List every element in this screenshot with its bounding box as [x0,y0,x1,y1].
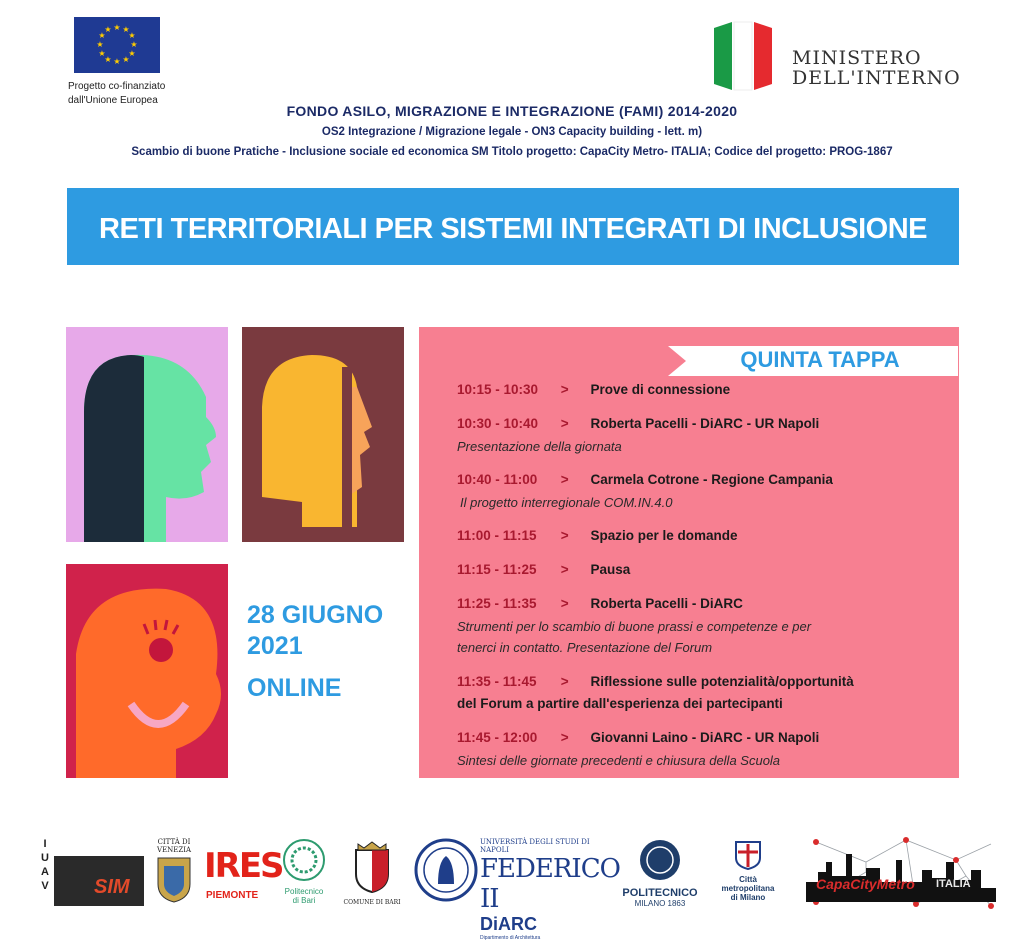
arrow-icon: > [560,562,569,577]
program-row [457,596,743,611]
iuav-logo [37,838,49,894]
polibari-sub-text: di Bari [292,896,316,905]
polimi-text: POLITECNICO [622,887,698,899]
polimi-sub-text: MILANO 1863 [634,899,686,908]
svg-text:★: ★ [104,25,112,34]
session-title: Roberta Pacelli - DiARC [590,596,743,611]
objective-line: OS2 Integrazione / Migrazione legale - ON3 Capacity building - lett. m) [321,126,703,138]
time-slot: 11:00 - 11:15 [457,528,537,543]
session-description: Strumenti per lo scambio di buone prassi e competenze e per [457,619,812,634]
diarc-text: DiARC [480,914,537,934]
capacitymetro-logo [806,832,996,918]
event-date-year: 2021 [247,632,303,660]
ministry-line1: MINISTERO [792,47,922,69]
stage-title: QUINTA TAPPA [740,347,900,372]
art-panel-smiling-face [66,564,228,778]
session-title-continued: del Forum a partire dall'esperienza dei partecipanti [457,696,783,711]
arrow-icon: > [560,382,569,397]
eu-flag-logo [74,17,160,73]
event-date-day: 28 GIUGNO [247,601,384,629]
time-slot: 10:30 - 10:40 [457,416,539,431]
svg-text:★: ★ [122,25,130,34]
cm-milano-crest-icon [734,838,762,870]
polibari-logo [276,838,332,905]
polimi-seal-icon [638,838,682,882]
program-row [457,562,630,577]
arrow-icon: > [560,596,569,611]
session-title: Riflessione sulle potenzialità/opportunità [590,674,854,689]
session-title: Giovanni Laino - DiARC - UR Napoli [590,730,820,745]
svg-text:★: ★ [96,40,104,49]
sim-logo [54,856,144,906]
svg-text:★: ★ [130,40,138,49]
session-title: Pausa [590,562,631,577]
time-slot: 11:35 - 11:45 [457,674,537,689]
svg-text:★: ★ [113,57,121,66]
program-row [457,416,819,431]
cm-milano-logo [718,838,778,902]
cm-milano-line1: Città [739,875,757,884]
ministry-line2: DELL'INTERNO [792,67,961,89]
program-row [457,528,738,543]
svg-text:★: ★ [104,55,112,64]
venezia-text: CITTÀ DI VENEZIA [156,838,192,854]
fund-title: FONDO ASILO, MIGRAZIONE E INTEGRAZIONE (FAMI) 2014-2020 [286,103,738,119]
ires-sub-text: PIEMONTE [206,890,259,901]
eu-caption-line2: dall'Unione Europea [68,95,158,106]
svg-text:★: ★ [128,49,136,58]
unina-text: FEDERICO II [480,854,620,914]
arrow-icon: > [560,472,569,487]
ministry-name [792,48,961,88]
time-slot: 11:15 - 11:25 [457,562,537,577]
arrow-icon: > [560,730,569,745]
program-row [457,382,730,397]
art-panel-head-profile-1 [66,327,228,542]
capacitymetro-sub-text: ITALIA [936,878,971,890]
session-title: Prove di connessione [590,382,731,397]
time-slot: 11:25 - 11:35 [457,596,537,611]
time-slot: 10:40 - 11:00 [457,472,538,487]
session-title: Carmela Cotrone - Regione Campania [590,472,833,487]
ires-text: IRES [204,846,283,886]
program-row [457,472,833,487]
iuav-text: IUAV [39,838,51,894]
venezia-logo [152,838,196,906]
session-description: Sintesi delle giornate precedenti e chiusura della Scuola [457,753,781,768]
eu-caption-line1: Progetto co-finanziato [68,81,166,92]
ires-logo [204,838,283,906]
capacitymetro-network-icon [806,832,996,918]
polibari-text: Politecnico [284,887,324,896]
session-description: Il progetto interregionale COM.IN.4.0 [460,495,673,510]
program-row [457,730,819,745]
time-slot: 10:15 - 10:30 [457,382,539,397]
svg-text:★: ★ [98,31,106,40]
sim-text: SIM [94,876,130,898]
cm-milano-line2: metropolitana [721,884,775,893]
arrow-icon: > [560,674,569,689]
italy-flag-logo [712,20,774,92]
arrow-icon: > [560,528,569,543]
banner-title: RETI TERRITORIALI PER SISTEMI INTEGRATI DI INCLUSIONE [99,213,927,245]
bari-logo [342,840,402,906]
bari-crest-icon [350,840,394,894]
svg-text:★: ★ [113,23,121,32]
cm-milano-line3: di Milano [730,893,766,902]
venezia-crest-icon [154,854,194,904]
time-slot: 11:45 - 12:00 [457,730,538,745]
svg-text:★: ★ [122,55,130,64]
diarc-sub-text: Dipartimento di Architettura [480,935,541,941]
project-line: Scambio di buone Pratiche - Inclusione sociale ed economica SM Titolo progetto: CapaCity Metro- ITALIA; Codice del progetto: PROG-1867 [131,146,893,158]
event-mode: ONLINE [247,674,342,702]
program-row [457,674,854,689]
polimi-logo [612,838,708,908]
bari-text: COMUNE DI BARI [343,899,401,906]
session-title: Spazio per le domande [590,528,738,543]
polibari-emblem-icon [282,838,326,882]
unina-top-text: UNIVERSITÀ DEGLI STUDI DI NAPOLI [480,838,590,854]
session-description: tenerci in contatto. Presentazione del Forum [457,640,713,655]
art-panel-head-profile-2 [242,327,404,542]
unina-logo [480,838,620,941]
unina-seal-icon [414,838,478,902]
arrow-icon: > [560,416,569,431]
unina-seal-logo [414,838,478,907]
session-title: Roberta Pacelli - DiARC - UR Napoli [590,416,820,431]
session-description: Presentazione della giornata [457,439,622,454]
svg-text:★: ★ [128,31,136,40]
svg-text:★: ★ [98,49,106,58]
capacitymetro-text: CapaCityMetro [816,876,915,892]
